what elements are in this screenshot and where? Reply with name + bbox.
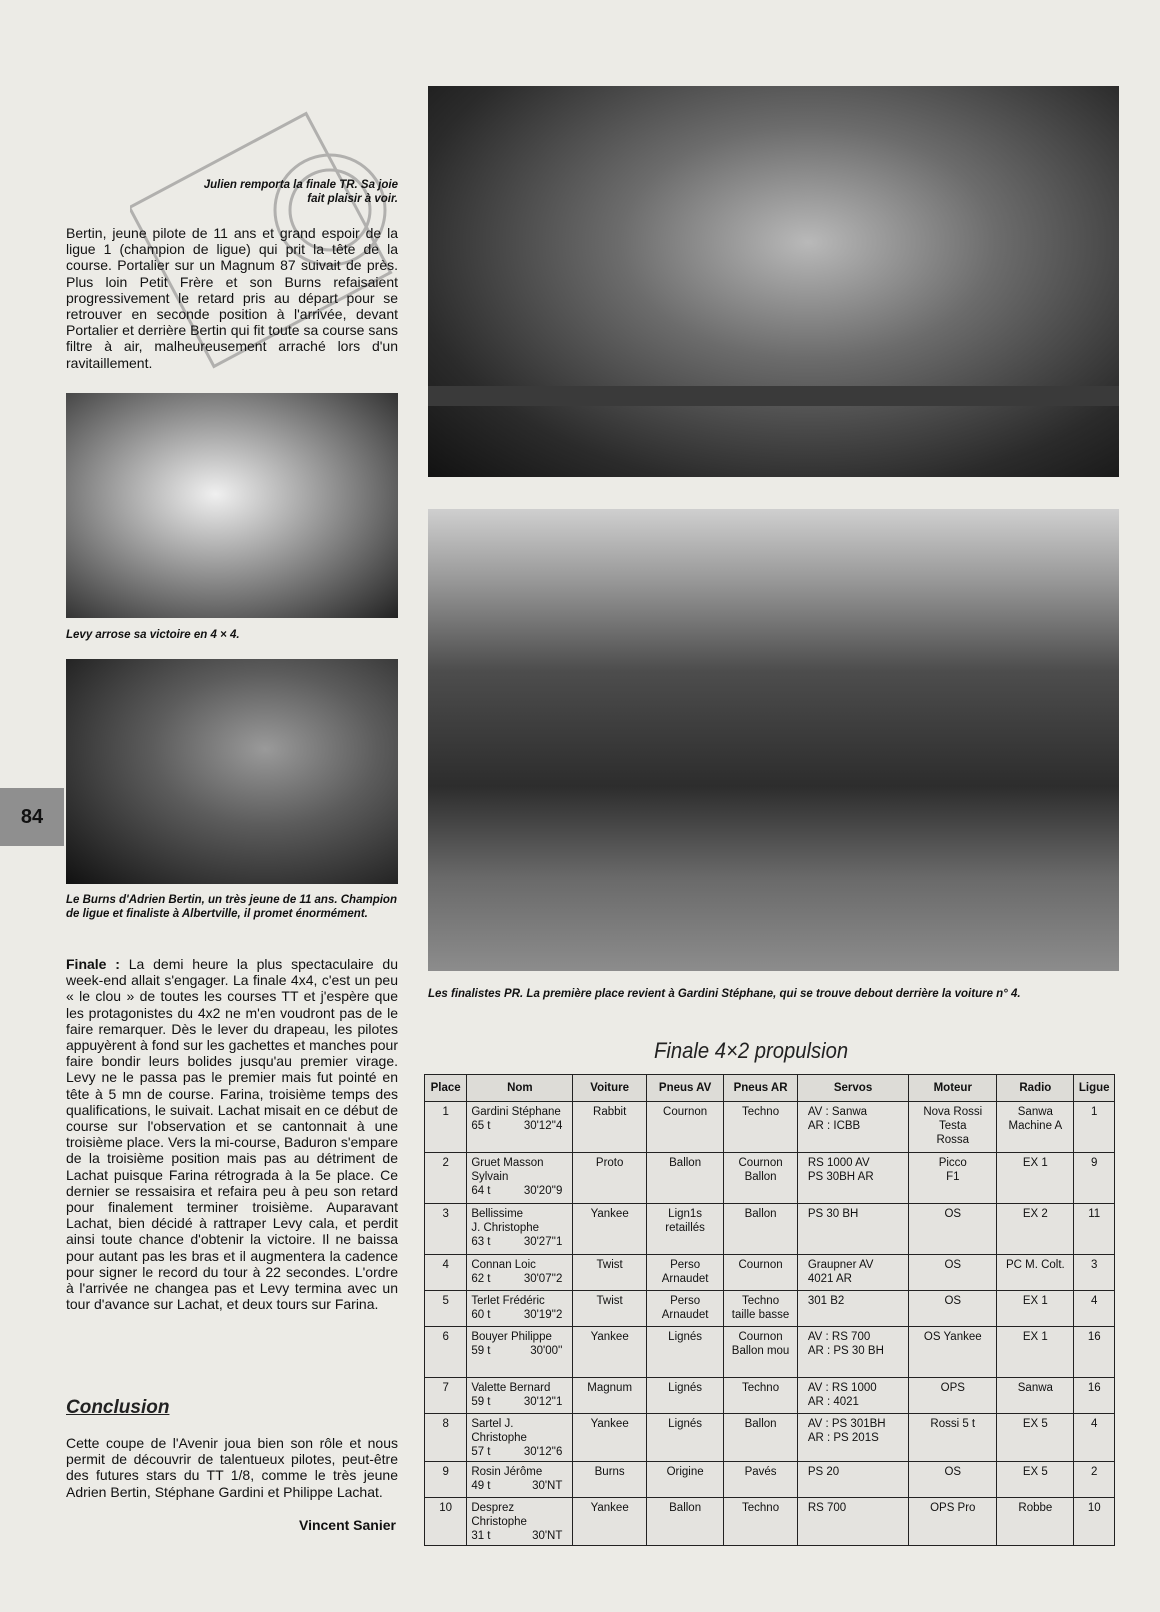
cell-pneus-ar <box>724 1414 798 1462</box>
cell-line: Valette Bernard <box>471 1382 551 1394</box>
author-signature: Vincent Sanier <box>298 1517 396 1533</box>
cell-line: Bouyer Philippe <box>471 1331 552 1343</box>
cell-voiture: Rabbit <box>573 1102 647 1153</box>
cell-line: EX 1 <box>1022 1295 1048 1307</box>
cell-place: 10 <box>425 1498 467 1546</box>
table-row <box>425 1291 1115 1327</box>
cell-line: Ballon <box>744 1171 777 1183</box>
cell-ligue: 2 <box>1074 1462 1115 1498</box>
cell-line: Arnaudet <box>661 1309 709 1321</box>
cell-line: J. Christophe <box>471 1222 540 1234</box>
cell-moteur <box>909 1414 997 1462</box>
cell-line: Picco <box>938 1157 967 1169</box>
cell-ligue: 3 <box>1074 1255 1115 1291</box>
cell-line: AV : RS 700 <box>807 1331 871 1343</box>
cell-line: taille basse <box>731 1309 790 1321</box>
cell-radio <box>997 1378 1074 1414</box>
cell-line: AR : PS 30 BH <box>807 1345 884 1357</box>
tours: 59 t <box>471 1345 491 1357</box>
table-row <box>425 1378 1115 1414</box>
cell-servos <box>797 1204 908 1255</box>
cell-radio <box>997 1255 1074 1291</box>
tours-temps <box>471 1529 568 1543</box>
cell-line: Cournon <box>738 1331 783 1343</box>
cell-line: Rossa <box>936 1134 970 1146</box>
cell-place: 4 <box>425 1255 467 1291</box>
cell-pneus-ar <box>724 1153 798 1204</box>
cell-radio <box>997 1327 1074 1378</box>
cell-line: 4021 AR <box>807 1273 852 1285</box>
cell-line: Origine <box>666 1466 704 1478</box>
cell-radio <box>997 1414 1074 1462</box>
tours: 64 t <box>471 1185 491 1197</box>
cell-line: RS 700 <box>807 1502 847 1514</box>
cell-radio <box>997 1498 1074 1546</box>
cell-line: Perso <box>670 1259 701 1271</box>
cell-line: Techno <box>742 1502 780 1514</box>
tours: 31 t <box>471 1530 491 1542</box>
tours-temps <box>471 1344 568 1358</box>
caption-finalistes: Les finalistes PR. La première place revient à Gardini Stéphane, qui se trouve debout derrière la voiture n° 4. <box>428 988 1021 1000</box>
photo-burns-engine <box>66 659 398 884</box>
cell-pneus-av <box>646 1255 723 1291</box>
cell-ligue: 9 <box>1074 1153 1115 1204</box>
cell-line: OS <box>944 1466 962 1478</box>
temps: 30'00'' <box>530 1345 563 1357</box>
cell-line: AV : PS 301BH <box>807 1418 886 1430</box>
cell-place: 1 <box>425 1102 467 1153</box>
cell-line: Rossi 5 t <box>930 1418 976 1430</box>
temps: 30'19''2 <box>523 1309 563 1321</box>
tours: 62 t <box>471 1273 491 1285</box>
tours-temps <box>471 1395 568 1409</box>
cell-line: Lignés <box>668 1331 703 1343</box>
table-header-cell: Nom <box>467 1075 573 1102</box>
cell-moteur <box>909 1291 997 1327</box>
table-row <box>425 1102 1115 1153</box>
cell-ligue: 1 <box>1074 1102 1115 1153</box>
tours: 59 t <box>471 1396 491 1408</box>
cell-line: Lign1s <box>668 1208 703 1220</box>
cell-line: Graupner AV <box>807 1259 874 1271</box>
finale-text: La demi heure la plus spectaculaire du week-end allait s'engager. La finale 4x4, c'est un peu « le clou » de toutes les courses TT et j'espère que les protagonistes du 4x2 ne m'en voudront pas de le faire remarquer. Dès le lever du drapeau, les pilotes appuyèrent à fond sur les gachettes et manches pour faire bondir leurs bolides jusqu'au premier virage. Levy ne le passa pas le premier mais fut pointé en tête à 5 mn de course. Farina, troisième temps des qualifications, le suivait. Lachat misait en ce début de course sur l'observation et se cantonnait à une troisième place. Vers la mi-course, Baduron s'empare de la troisième position mais pas au détriment de Lachat puisque Farina rétrograda à la 5e place. Ce dernier se ressaisira et refaira peu à peu son retard pour finalement terminer troisième. Auparavant Lachat, bien décidé à rattraper Levy cala, et perdit ainsi toute chance d'obtenir la victoire. Il ne baissa pour autant pas les bras et il augmentera la cadence pour signer le record du tour à 22 secondes. L'ordre à l'arrivée ne changea pas et Levy termina avec un tour d'avance sur Lachat, et deux tours sur Farina. <box>66 956 398 1313</box>
temps: 30'27''1 <box>523 1236 563 1248</box>
cell-line: Gardini Stéphane <box>471 1106 561 1118</box>
cell-line: EX 5 <box>1022 1418 1048 1430</box>
cell-line: Ballon <box>669 1157 702 1169</box>
table-row <box>425 1498 1115 1546</box>
cell-servos <box>797 1255 908 1291</box>
cell-nom <box>467 1462 573 1498</box>
cell-radio <box>997 1462 1074 1498</box>
cell-line: EX 5 <box>1022 1466 1048 1478</box>
article-paragraph-1: Bertin, jeune pilote de 11 ans et grand espoir de la ligue 1 (champion de ligue) qui prit la tête de la course. Portalier sur un Magnum 87 suivait de près. Plus loin Petit Frère et son Burns refaisaient progressivement le retard pris au départ pour se retrouver en seconde position à l'arrivée, devant Portalier et derrière Bertin qui fit toute sa course sans filtre à air, malheureusement arraché lors d'un ravitaillement. <box>66 225 398 371</box>
cell-place: 6 <box>425 1327 467 1378</box>
cell-voiture: Yankee <box>573 1498 647 1546</box>
cell-voiture: Magnum <box>573 1378 647 1414</box>
cell-pneus-av <box>646 1153 723 1204</box>
cell-pneus-ar <box>724 1498 798 1546</box>
cell-radio <box>997 1204 1074 1255</box>
tours: 63 t <box>471 1236 491 1248</box>
cell-nom <box>467 1498 573 1546</box>
cell-line: EX 1 <box>1022 1331 1048 1343</box>
cell-place: 5 <box>425 1291 467 1327</box>
cell-place: 9 <box>425 1462 467 1498</box>
results-table-title: Finale 4×2 propulsion <box>654 1038 849 1063</box>
cell-nom <box>467 1153 573 1204</box>
cell-line: EX 1 <box>1022 1157 1048 1169</box>
temps: 30'NT <box>532 1530 563 1542</box>
cell-line: OPS <box>940 1382 965 1394</box>
cell-pneus-ar <box>724 1462 798 1498</box>
cell-line: AR : PS 201S <box>807 1432 879 1444</box>
conclusion-paragraph: Cette coupe de l'Avenir joua bien son rôle et nous permit de découvrir de talentueux pilotes, peut-être des futures stars du TT 1/8, comme le très jeune Adrien Bertin, Stéphane Gardini et Philippe Lachat. <box>66 1435 398 1500</box>
tours: 49 t <box>471 1480 491 1492</box>
cell-radio <box>997 1291 1074 1327</box>
cell-moteur <box>909 1153 997 1204</box>
cell-voiture: Twist <box>573 1255 647 1291</box>
tours-temps <box>471 1308 568 1322</box>
cell-line: retaillés <box>665 1222 705 1234</box>
cell-voiture: Proto <box>573 1153 647 1204</box>
table-row <box>425 1204 1115 1255</box>
cell-line: Machine A <box>1008 1120 1063 1132</box>
cell-line: Ballon mou <box>731 1345 790 1357</box>
cell-pneus-ar <box>724 1102 798 1153</box>
cell-voiture: Burns <box>573 1462 647 1498</box>
cell-line: PS 30BH AR <box>807 1171 874 1183</box>
photo-podium-celebration <box>428 86 1119 477</box>
cell-line: Sartel J. Christophe <box>471 1418 527 1444</box>
cell-pneus-ar <box>724 1378 798 1414</box>
cell-moteur <box>909 1102 997 1153</box>
caption-levy: Levy arrose sa victoire en 4 × 4. <box>66 629 240 641</box>
cell-line: PS 30 BH <box>807 1208 859 1220</box>
table-header-cell: Servos <box>797 1075 908 1102</box>
tours-temps <box>471 1119 568 1133</box>
cell-line: Gruet Masson <box>471 1157 544 1169</box>
table-row <box>425 1462 1115 1498</box>
cell-nom <box>467 1291 573 1327</box>
cell-line: Lignés <box>668 1382 703 1394</box>
cell-line: OS <box>944 1208 962 1220</box>
cell-line: OPS Pro <box>930 1502 976 1514</box>
cell-voiture: Yankee <box>573 1204 647 1255</box>
table-header-cell: Pneus AR <box>724 1075 798 1102</box>
cell-line: Desprez Christophe <box>471 1502 527 1528</box>
cell-line: Nova Rossi <box>923 1106 983 1118</box>
cell-line: OS Yankee <box>923 1331 982 1343</box>
cell-nom <box>467 1204 573 1255</box>
cell-line: Arnaudet <box>661 1273 709 1285</box>
cell-ligue: 4 <box>1074 1291 1115 1327</box>
cell-line: PC M. Colt. <box>1005 1259 1065 1271</box>
cell-ligue: 16 <box>1074 1327 1115 1378</box>
page-number-tab <box>0 788 64 846</box>
cell-line: Cournon <box>738 1157 783 1169</box>
caption-julien: Julien remporta la finale TR. Sa joie fait plaisir à voir. <box>203 179 398 205</box>
cell-line: Robbe <box>1018 1502 1053 1514</box>
cell-nom <box>467 1414 573 1462</box>
cell-pneus-ar <box>724 1291 798 1327</box>
conclusion-heading: Conclusion <box>66 1397 170 1418</box>
temps: 30'20''9 <box>523 1185 563 1197</box>
cell-pneus-av <box>646 1327 723 1378</box>
cell-line: Sanwa <box>1017 1106 1053 1118</box>
cell-line: Pavés <box>744 1466 777 1478</box>
cell-moteur <box>909 1255 997 1291</box>
table-row <box>425 1414 1115 1462</box>
cell-servos <box>797 1291 908 1327</box>
cell-moteur <box>909 1327 997 1378</box>
cell-line: Lignés <box>668 1418 703 1430</box>
temps: 30'12''1 <box>523 1396 563 1408</box>
cell-line: Connan Loic <box>471 1259 536 1271</box>
tours-temps <box>471 1479 568 1493</box>
tours-temps <box>471 1235 568 1249</box>
cell-moteur <box>909 1204 997 1255</box>
cell-line: Perso <box>670 1295 701 1307</box>
cell-line: OS <box>944 1295 962 1307</box>
cell-line: Rosin Jérôme <box>471 1466 543 1478</box>
cell-ligue: 11 <box>1074 1204 1115 1255</box>
table-header-cell: Ligue <box>1074 1075 1115 1102</box>
cell-pneus-av <box>646 1462 723 1498</box>
cell-servos <box>797 1498 908 1546</box>
caption-burns: Le Burns d'Adrien Bertin, un très jeune de 11 ans. Champion de ligue et finaliste à Albertville, il promet énormément. <box>66 894 397 920</box>
cell-line: Sanwa <box>1017 1382 1053 1394</box>
table-header-cell: Voiture <box>573 1075 647 1102</box>
cell-pneus-av <box>646 1102 723 1153</box>
cell-line: AR : 4021 <box>807 1396 859 1408</box>
cell-radio <box>997 1153 1074 1204</box>
cell-line: EX 2 <box>1022 1208 1048 1220</box>
cell-pneus-av <box>646 1498 723 1546</box>
tours-temps <box>471 1445 568 1459</box>
cell-line: PS 20 <box>807 1466 840 1478</box>
table-header-cell: Place <box>425 1075 467 1102</box>
cell-line: Ballon <box>744 1208 777 1220</box>
cell-radio <box>997 1102 1074 1153</box>
cell-line: Cournon <box>663 1106 708 1118</box>
cell-line: Sylvain <box>471 1171 509 1183</box>
table-header-cell: Moteur <box>909 1075 997 1102</box>
cell-servos <box>797 1414 908 1462</box>
cell-moteur <box>909 1462 997 1498</box>
cell-voiture: Yankee <box>573 1327 647 1378</box>
tours-temps <box>471 1184 568 1198</box>
cell-servos <box>797 1462 908 1498</box>
cell-servos <box>797 1378 908 1414</box>
photo-finalists-group <box>428 509 1119 971</box>
cell-line: Techno <box>742 1295 780 1307</box>
cell-line: RS 1000 AV <box>807 1157 870 1169</box>
cell-voiture: Yankee <box>573 1414 647 1462</box>
results-table <box>424 1074 1115 1546</box>
cell-place: 7 <box>425 1378 467 1414</box>
cell-line: F1 <box>946 1171 960 1183</box>
cell-nom <box>467 1378 573 1414</box>
table-row <box>425 1255 1115 1291</box>
table-row <box>425 1153 1115 1204</box>
tours: 57 t <box>471 1446 491 1458</box>
cell-line: Testa <box>939 1120 967 1132</box>
cell-line: Techno <box>742 1106 780 1118</box>
cell-line: Cournon <box>738 1259 783 1271</box>
tours-temps <box>471 1272 568 1286</box>
cell-line: AV : Sanwa <box>807 1106 868 1118</box>
temps: 30'07''2 <box>523 1273 563 1285</box>
photo-levy-victory <box>66 393 398 618</box>
cell-line: AV : RS 1000 <box>807 1382 877 1394</box>
cell-line: AR : ICBB <box>807 1120 861 1132</box>
cell-nom <box>467 1102 573 1153</box>
cell-ligue: 16 <box>1074 1378 1115 1414</box>
cell-moteur <box>909 1378 997 1414</box>
cell-place: 2 <box>425 1153 467 1204</box>
cell-pneus-av <box>646 1378 723 1414</box>
cell-line: Techno <box>742 1382 780 1394</box>
finale-label: Finale : <box>66 956 120 972</box>
article-finale-paragraph <box>66 956 398 1312</box>
cell-pneus-ar <box>724 1204 798 1255</box>
cell-pneus-av <box>646 1291 723 1327</box>
cell-ligue: 4 <box>1074 1414 1115 1462</box>
cell-voiture: Twist <box>573 1291 647 1327</box>
cell-line: Terlet Frédéric <box>471 1295 545 1307</box>
cell-pneus-ar <box>724 1255 798 1291</box>
cell-moteur <box>909 1498 997 1546</box>
cell-line: Ballon <box>669 1502 702 1514</box>
cell-nom <box>467 1327 573 1378</box>
table-row <box>425 1327 1115 1378</box>
table-header-cell: Pneus AV <box>646 1075 723 1102</box>
cell-servos <box>797 1102 908 1153</box>
cell-servos <box>797 1327 908 1378</box>
table-header-cell: Radio <box>997 1075 1074 1102</box>
cell-line: Bellissime <box>471 1208 524 1220</box>
cell-pneus-av <box>646 1204 723 1255</box>
cell-place: 3 <box>425 1204 467 1255</box>
page-number: 84 <box>20 805 44 828</box>
cell-servos <box>797 1153 908 1204</box>
cell-pneus-av <box>646 1414 723 1462</box>
cell-line: Ballon <box>744 1418 777 1430</box>
table-header-row <box>425 1075 1115 1102</box>
temps: 30'NT <box>532 1480 563 1492</box>
cell-pneus-ar <box>724 1327 798 1378</box>
cell-place: 8 <box>425 1414 467 1462</box>
temps: 30'12''6 <box>523 1446 563 1458</box>
cell-line: OS <box>944 1259 962 1271</box>
temps: 30'12''4 <box>523 1120 563 1132</box>
cell-line: 301 B2 <box>807 1295 845 1307</box>
cell-ligue: 10 <box>1074 1498 1115 1546</box>
tours: 60 t <box>471 1309 491 1321</box>
cell-nom <box>467 1255 573 1291</box>
tours: 65 t <box>471 1120 491 1132</box>
